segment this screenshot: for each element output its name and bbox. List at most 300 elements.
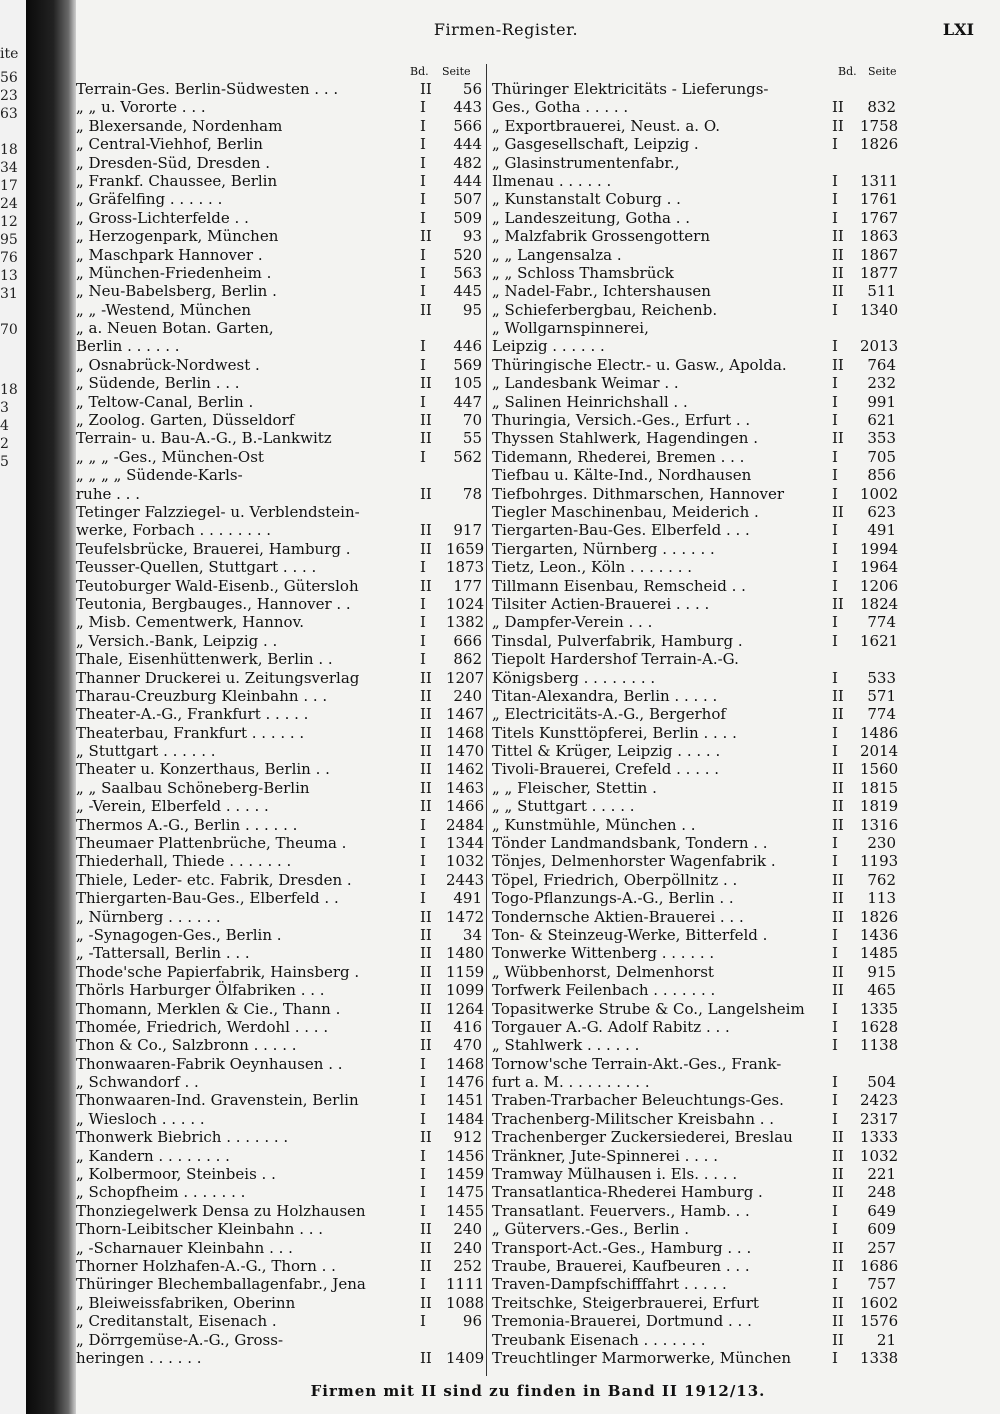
entry-seite: 55	[462, 429, 482, 448]
entry-seite: 1138	[860, 1036, 899, 1055]
entry-name: Thorner Holzhafen-A.-G., Thorn . .	[76, 1257, 336, 1275]
entry-bd: I	[420, 650, 426, 669]
entry-bd: II	[420, 1220, 432, 1239]
entry-bd: II	[832, 815, 844, 834]
entry-seite: 353	[867, 429, 896, 448]
register-entry	[492, 319, 900, 337]
register-entry	[76, 558, 484, 576]
register-entry	[76, 98, 484, 116]
entry-name: Königsberg . . . . . . . .	[492, 668, 656, 687]
entry-bd: II	[832, 1165, 844, 1184]
register-entry	[492, 779, 900, 797]
entry-bd: II	[832, 245, 844, 264]
register-entry	[492, 1073, 900, 1091]
entry-bd: I	[832, 300, 838, 319]
entry-seite: 444	[453, 135, 482, 154]
entry-name: Thonwaaren-Ind. Gravenstein, Berlin	[76, 1091, 359, 1110]
entry-name: Tietz, Leon., Köln . . . . . . .	[492, 558, 693, 577]
register-entry	[492, 411, 900, 429]
right-column	[492, 64, 900, 1376]
entry-name: Thiergarten-Bau-Ges., Elberfeld . .	[76, 889, 339, 908]
entry-bd: II	[420, 944, 432, 963]
entry-seite: 447	[453, 392, 482, 411]
entry-name: Tillmann Eisenbau, Remscheid . .	[492, 576, 746, 595]
entry-seite: 1344	[446, 834, 485, 853]
entry-bd: II	[832, 429, 844, 448]
entry-bd: I	[832, 668, 838, 687]
margin-fragment: ite	[0, 46, 19, 62]
entry-bd: II	[420, 1036, 432, 1055]
entry-name: Thanner Druckerei u. Zeitungsverlag	[76, 668, 360, 687]
entry-name: „ -Synagogen-Ges., Berlin .	[76, 925, 282, 944]
register-entry	[492, 1275, 900, 1293]
register-entry	[492, 393, 900, 411]
entry-bd: I	[420, 190, 426, 209]
entry-seite: 1686	[860, 1257, 899, 1275]
entry-seite: 1877	[860, 263, 899, 282]
entry-name: Tiefbau u. Kälte-Ind., Nordhausen	[492, 466, 752, 485]
entry-seite: 856	[867, 466, 896, 485]
entry-seite: 443	[453, 98, 482, 117]
register-entry	[492, 1312, 900, 1330]
register-entry	[492, 577, 900, 595]
entry-seite: 1002	[860, 484, 899, 503]
entry-name: „ „ Schloss Thamsbrück	[492, 263, 674, 282]
entry-name: Thale, Eisenhüttenwerk, Berlin . .	[76, 650, 333, 669]
entry-name: Leipzig . . . . . .	[492, 337, 605, 356]
entry-bd: I	[832, 558, 838, 577]
entry-seite: 491	[867, 521, 896, 540]
entry-name: „ Kunstanstalt Coburg . .	[492, 190, 681, 209]
margin-fragment: 18	[0, 142, 18, 158]
entry-name: Tittel & Krüger, Leipzig . . . . .	[492, 742, 721, 761]
margin-fragment: 17	[0, 178, 18, 194]
entry-name: Titan-Alexandra, Berlin . . . . .	[492, 686, 718, 705]
register-entry	[76, 926, 484, 944]
register-entry	[492, 1091, 900, 1109]
entry-name: werke, Forbach . . . . . . . .	[76, 521, 272, 540]
entry-name: „ Frankf. Chaussee, Berlin	[76, 171, 278, 190]
entry-seite: 2423	[860, 1091, 899, 1110]
register-entry	[76, 80, 484, 98]
register-entry	[76, 669, 484, 687]
register-entry	[76, 448, 484, 466]
register-entry	[76, 209, 484, 227]
bd-column-header: Bd.	[410, 65, 429, 78]
entry-name: Treitschke, Steigerbrauerei, Erfurt	[492, 1293, 759, 1312]
entry-seite: 470	[453, 1036, 482, 1055]
entry-bd: II	[832, 889, 844, 908]
register-entry	[492, 1000, 900, 1018]
entry-bd: II	[420, 429, 432, 448]
entry-name: „ Kandern . . . . . . . .	[76, 1146, 230, 1165]
entry-name: „ Salinen Heinrichshall . .	[492, 392, 688, 411]
entry-seite: 1333	[860, 1128, 899, 1147]
entry-name: Teusser-Quellen, Stuttgart . . . .	[76, 558, 317, 577]
entry-bd: I	[832, 1036, 838, 1055]
entry-bd: II	[832, 778, 844, 797]
entry-seite: 1476	[446, 1073, 485, 1092]
entry-bd: I	[420, 116, 426, 135]
entry-name: „ Stuttgart . . . . . .	[76, 742, 216, 761]
entry-name: Thonziegelwerk Densa zu Holzhausen	[76, 1201, 366, 1220]
entry-name: „ Creditanstalt, Eisenach .	[76, 1312, 277, 1331]
entry-seite: 1480	[446, 944, 485, 963]
entry-name: „ Dörrgemüse-A.-G., Gross-	[76, 1330, 284, 1349]
entry-name: Thode'sche Papierfabrik, Hainsberg .	[76, 962, 360, 981]
entry-bd: I	[832, 631, 838, 650]
entry-name: Thüringer Elektricitäts - Lieferungs-	[492, 80, 769, 98]
entry-seite: 1206	[860, 576, 899, 595]
entry-seite: 491	[453, 889, 482, 908]
register-entry	[76, 687, 484, 705]
entry-name: „ Nürnberg . . . . . .	[76, 907, 221, 926]
entry-name: „ -Verein, Elberfeld . . . . .	[76, 797, 269, 816]
entry-name: Titels Kunsttöpferei, Berlin . . . .	[492, 723, 737, 742]
margin-fragment: 56	[0, 70, 18, 86]
entry-bd: II	[420, 962, 432, 981]
entry-name: „ Kunstmühle, München . .	[492, 815, 696, 834]
entry-name: Thyssen Stahlwerk, Hagendingen .	[492, 429, 758, 448]
register-entry	[492, 227, 900, 245]
entry-name: Thüringer Blechemballagenfabr., Jena	[76, 1275, 366, 1294]
left-column	[76, 64, 484, 1376]
entry-name: „ Schwandorf . .	[76, 1073, 199, 1092]
entry-bd: II	[420, 80, 432, 98]
register-entry	[76, 981, 484, 999]
register-entry	[492, 448, 900, 466]
register-entry	[492, 301, 900, 319]
register-entry	[76, 908, 484, 926]
entry-seite: 511	[867, 282, 896, 301]
entry-name: „ Südende, Berlin . . .	[76, 374, 240, 393]
register-entry	[76, 393, 484, 411]
entry-seite: 1873	[446, 558, 485, 577]
entry-bd: I	[420, 1054, 426, 1073]
entry-seite: 1819	[860, 797, 899, 816]
entry-seite: 1382	[446, 613, 485, 632]
entry-name: Tiefbohrges. Dithmarschen, Hannover	[492, 484, 784, 503]
register-entry	[492, 1294, 900, 1312]
register-entry	[492, 908, 900, 926]
entry-seite: 78	[462, 484, 482, 503]
entry-bd: I	[832, 723, 838, 742]
entry-bd: I	[420, 613, 426, 632]
entry-name: Torgauer A.-G. Adolf Rabitz . . .	[492, 1017, 730, 1036]
entry-name: „ „ „ „ Südende-Karls-	[76, 466, 243, 485]
register-entry	[492, 135, 900, 153]
entry-name: „ „ „ -Ges., München-Ost	[76, 447, 264, 466]
entry-seite: 232	[867, 374, 896, 393]
register-entry	[76, 337, 484, 355]
register-entry	[492, 154, 900, 172]
entry-name: Teutonia, Bergbauges., Hannover . .	[76, 594, 351, 613]
register-entry	[492, 1331, 900, 1349]
entry-name: Thorn-Leibitscher Kleinbahn . . .	[76, 1220, 324, 1239]
entry-name: „ Dresden-Süd, Dresden .	[76, 153, 271, 172]
entry-bd: II	[832, 1293, 844, 1312]
entry-name: Theater u. Konzerthaus, Berlin . .	[76, 760, 330, 779]
entry-bd: I	[832, 576, 838, 595]
entry-name: Treubank Eisenach . . . . . . .	[492, 1330, 706, 1349]
register-entry	[492, 1055, 900, 1073]
entry-seite: 1456	[446, 1146, 485, 1165]
entry-bd: II	[420, 778, 432, 797]
register-entry	[76, 264, 484, 282]
entry-name: Thomée, Friedrich, Werdohl . . . .	[76, 1017, 329, 1036]
entry-bd: I	[420, 594, 426, 613]
register-entry	[492, 632, 900, 650]
register-entry	[492, 117, 900, 135]
entry-seite: 1311	[860, 171, 899, 190]
running-title: Firmen-Register.	[433, 20, 579, 39]
margin-fragment: 24	[0, 196, 18, 212]
register-entry	[76, 374, 484, 392]
entry-seite: 1576	[860, 1312, 899, 1331]
entry-seite: 446	[453, 337, 482, 356]
entry-seite: 862	[453, 650, 482, 669]
page-number: LXI	[942, 20, 974, 39]
entry-name: Tharau-Creuzburg Kleinbahn . . .	[76, 686, 328, 705]
entry-name: „ Gräfelfing . . . . . .	[76, 190, 223, 209]
entry-seite: 21	[876, 1330, 896, 1349]
entry-seite: 1863	[860, 227, 899, 246]
entry-bd: I	[420, 1091, 426, 1110]
entry-seite: 1484	[446, 1109, 485, 1128]
entry-name: „ Gütervers.-Ges., Berlin .	[492, 1220, 690, 1239]
entry-bd: I	[832, 999, 838, 1018]
entry-name: Thiele, Leder- etc. Fabrik, Dresden .	[76, 870, 352, 889]
entry-bd: I	[832, 135, 838, 154]
entry-name: Tönjes, Delmenhorster Wagenfabrik .	[492, 852, 776, 871]
entry-bd: I	[832, 925, 838, 944]
register-entry	[492, 926, 900, 944]
entry-bd: II	[420, 686, 432, 705]
register-entry	[76, 1036, 484, 1054]
entry-bd: I	[832, 392, 838, 411]
entry-name: „ „ u. Vororte . . .	[76, 98, 206, 117]
entry-seite: 96	[462, 1312, 482, 1331]
entry-seite: 56	[462, 80, 482, 98]
entry-seite: 1032	[446, 852, 485, 871]
register-entry	[492, 724, 900, 742]
register-entry	[76, 760, 484, 778]
entry-bd: II	[420, 1017, 432, 1036]
register-entry	[492, 1349, 900, 1367]
entry-name: Teutoburger Wald-Eisenb., Gütersloh	[76, 576, 359, 595]
entry-seite: 1338	[860, 1348, 899, 1367]
register-entry	[492, 1128, 900, 1146]
entry-bd: I	[420, 135, 426, 154]
entry-bd: II	[832, 686, 844, 705]
margin-fragment: 4	[0, 418, 9, 434]
entry-bd: I	[832, 1109, 838, 1128]
entry-bd: II	[832, 981, 844, 1000]
entry-seite: 1024	[446, 594, 485, 613]
entry-bd: I	[832, 834, 838, 853]
entry-name: Tinsdal, Pulverfabrik, Hamburg .	[492, 631, 743, 650]
entry-bd: I	[832, 1275, 838, 1294]
register-entry	[76, 154, 484, 172]
entry-seite: 1468	[446, 1054, 485, 1073]
register-entry	[76, 1331, 484, 1349]
entry-bd: II	[420, 374, 432, 393]
entry-bd: II	[420, 797, 432, 816]
margin-fragment: 23	[0, 88, 18, 104]
right-entries	[492, 80, 900, 1367]
margin-fragment: 5	[0, 454, 9, 470]
register-entry	[492, 834, 900, 852]
entry-bd: II	[832, 502, 844, 521]
entry-seite: 1659	[446, 539, 485, 558]
entry-bd: II	[420, 1238, 432, 1257]
register-entry	[76, 816, 484, 834]
register-entry	[76, 485, 484, 503]
entry-seite: 917	[453, 521, 482, 540]
register-entry	[76, 1312, 484, 1330]
entry-bd: II	[420, 668, 432, 687]
entry-name: heringen . . . . . .	[76, 1348, 202, 1367]
entry-seite: 764	[867, 355, 896, 374]
entry-bd: II	[832, 1146, 844, 1165]
register-entry	[76, 852, 484, 870]
entry-bd: I	[832, 1201, 838, 1220]
entry-bd: II	[420, 981, 432, 1000]
entry-bd: II	[420, 576, 432, 595]
margin-fragment: 70	[0, 322, 18, 338]
margin-fragment: 12	[0, 214, 18, 230]
register-entry	[492, 1239, 900, 1257]
register-entry	[76, 834, 484, 852]
entry-name: Theaterbau, Frankfurt . . . . . .	[76, 723, 305, 742]
entry-name: Traube, Brauerei, Kaufbeuren . . .	[492, 1257, 750, 1275]
entry-seite: 562	[453, 447, 482, 466]
entry-seite: 504	[867, 1073, 896, 1092]
entry-bd: I	[420, 1183, 426, 1202]
entry-seite: 1758	[860, 116, 899, 135]
entry-seite: 666	[453, 631, 482, 650]
entry-name: Thomann, Merklen & Cie., Thann .	[76, 999, 341, 1018]
register-entry	[492, 1018, 900, 1036]
register-entry	[76, 117, 484, 135]
footer-note: Firmen mit II sind zu finden in Band II 1912/13.	[310, 1382, 766, 1400]
register-entry	[76, 1055, 484, 1073]
entry-seite: 1867	[860, 245, 899, 264]
entry-name: „ a. Neuen Botan. Garten,	[76, 319, 274, 338]
register-entry	[492, 209, 900, 227]
entry-bd: I	[832, 374, 838, 393]
margin-fragment: 18	[0, 382, 18, 398]
entry-seite: 1472	[446, 907, 485, 926]
entry-name: „ Misb. Cementwerk, Hannov.	[76, 613, 305, 632]
entry-bd: I	[420, 1312, 426, 1331]
entry-name: Tilsiter Actien-Brauerei . . . .	[492, 594, 710, 613]
entry-seite: 1264	[446, 999, 485, 1018]
entry-bd: I	[832, 1220, 838, 1239]
entry-bd: I	[832, 1073, 838, 1092]
register-entry	[76, 356, 484, 374]
entry-bd: I	[420, 1275, 426, 1294]
register-entry	[492, 521, 900, 539]
entry-seite: 1824	[860, 594, 899, 613]
entry-name: „ Herzogenpark, München	[76, 227, 279, 246]
entry-name: „ Gross-Lichterfelde . .	[76, 208, 249, 227]
register-entry	[76, 613, 484, 631]
entry-name: „ Malzfabrik Grossengottern	[492, 227, 710, 246]
entry-name: Thüringische Electr.- u. Gasw., Apolda.	[492, 355, 787, 374]
entry-bd: II	[832, 705, 844, 724]
register-entry	[492, 1165, 900, 1183]
entry-name: Theumaer Plattenbrüche, Theuma .	[76, 834, 347, 853]
entry-seite: 95	[462, 300, 482, 319]
entry-bd: II	[420, 1348, 432, 1367]
entry-name: Tiergarten-Bau-Ges. Elberfeld . . .	[492, 521, 750, 540]
entry-seite: 416	[453, 1017, 482, 1036]
register-entry	[76, 595, 484, 613]
register-entry	[492, 687, 900, 705]
entry-name: Transport-Act.-Ges., Hamburg . . .	[492, 1238, 752, 1257]
entry-name: „ Central-Viehhof, Berlin	[76, 135, 263, 154]
entry-bd: I	[420, 558, 426, 577]
entry-bd: II	[832, 962, 844, 981]
margin-fragment: 2	[0, 436, 9, 452]
register-entry	[492, 264, 900, 282]
margin-fragment: 13	[0, 268, 18, 284]
entry-seite: 2014	[860, 742, 899, 761]
register-entry	[76, 705, 484, 723]
entry-name: Treuchtlinger Marmorwerke, München	[492, 1348, 792, 1367]
entry-bd: I	[420, 208, 426, 227]
entry-seite: 93	[462, 227, 482, 246]
entry-seite: 1207	[446, 668, 485, 687]
register-entry	[76, 871, 484, 889]
entry-seite: 445	[453, 282, 482, 301]
entry-seite: 252	[453, 1257, 482, 1275]
entry-name: Tiepolt Hardershof Terrain-A.-G.	[492, 650, 739, 669]
register-entry	[76, 135, 484, 153]
entry-seite: 230	[867, 834, 896, 853]
entry-seite: 1409	[446, 1348, 485, 1367]
register-entry	[76, 301, 484, 319]
entry-name: „ Wiesloch . . . . .	[76, 1109, 205, 1128]
margin-fragment: 95	[0, 232, 18, 248]
entry-bd: II	[420, 907, 432, 926]
margin-fragment: 3	[0, 400, 9, 416]
register-entry	[492, 816, 900, 834]
entry-name: „ Neu-Babelsberg, Berlin .	[76, 282, 277, 301]
entry-bd: II	[420, 521, 432, 540]
register-entry	[76, 540, 484, 558]
entry-seite: 2443	[446, 870, 485, 889]
entry-name: Torfwerk Feilenbach . . . . . . .	[492, 981, 716, 1000]
entry-seite: 1475	[446, 1183, 485, 1202]
entry-bd: II	[832, 1330, 844, 1349]
register-entry	[76, 1220, 484, 1238]
entry-seite: 1815	[860, 778, 899, 797]
entry-name: Tidemann, Rhederei, Bremen . . .	[492, 447, 745, 466]
entry-bd: I	[420, 98, 426, 117]
entry-seite: 240	[453, 1238, 482, 1257]
entry-seite: 2317	[860, 1109, 899, 1128]
entry-seite: 1099	[446, 981, 485, 1000]
register-entry	[492, 356, 900, 374]
entry-seite: 774	[867, 613, 896, 632]
entry-name: Traven-Dampfschifffahrt . . . . .	[492, 1275, 727, 1294]
entry-name: „ Teltow-Canal, Berlin .	[76, 392, 254, 411]
entry-bd: II	[832, 355, 844, 374]
register-entry	[492, 246, 900, 264]
entry-seite: 1463	[446, 778, 485, 797]
